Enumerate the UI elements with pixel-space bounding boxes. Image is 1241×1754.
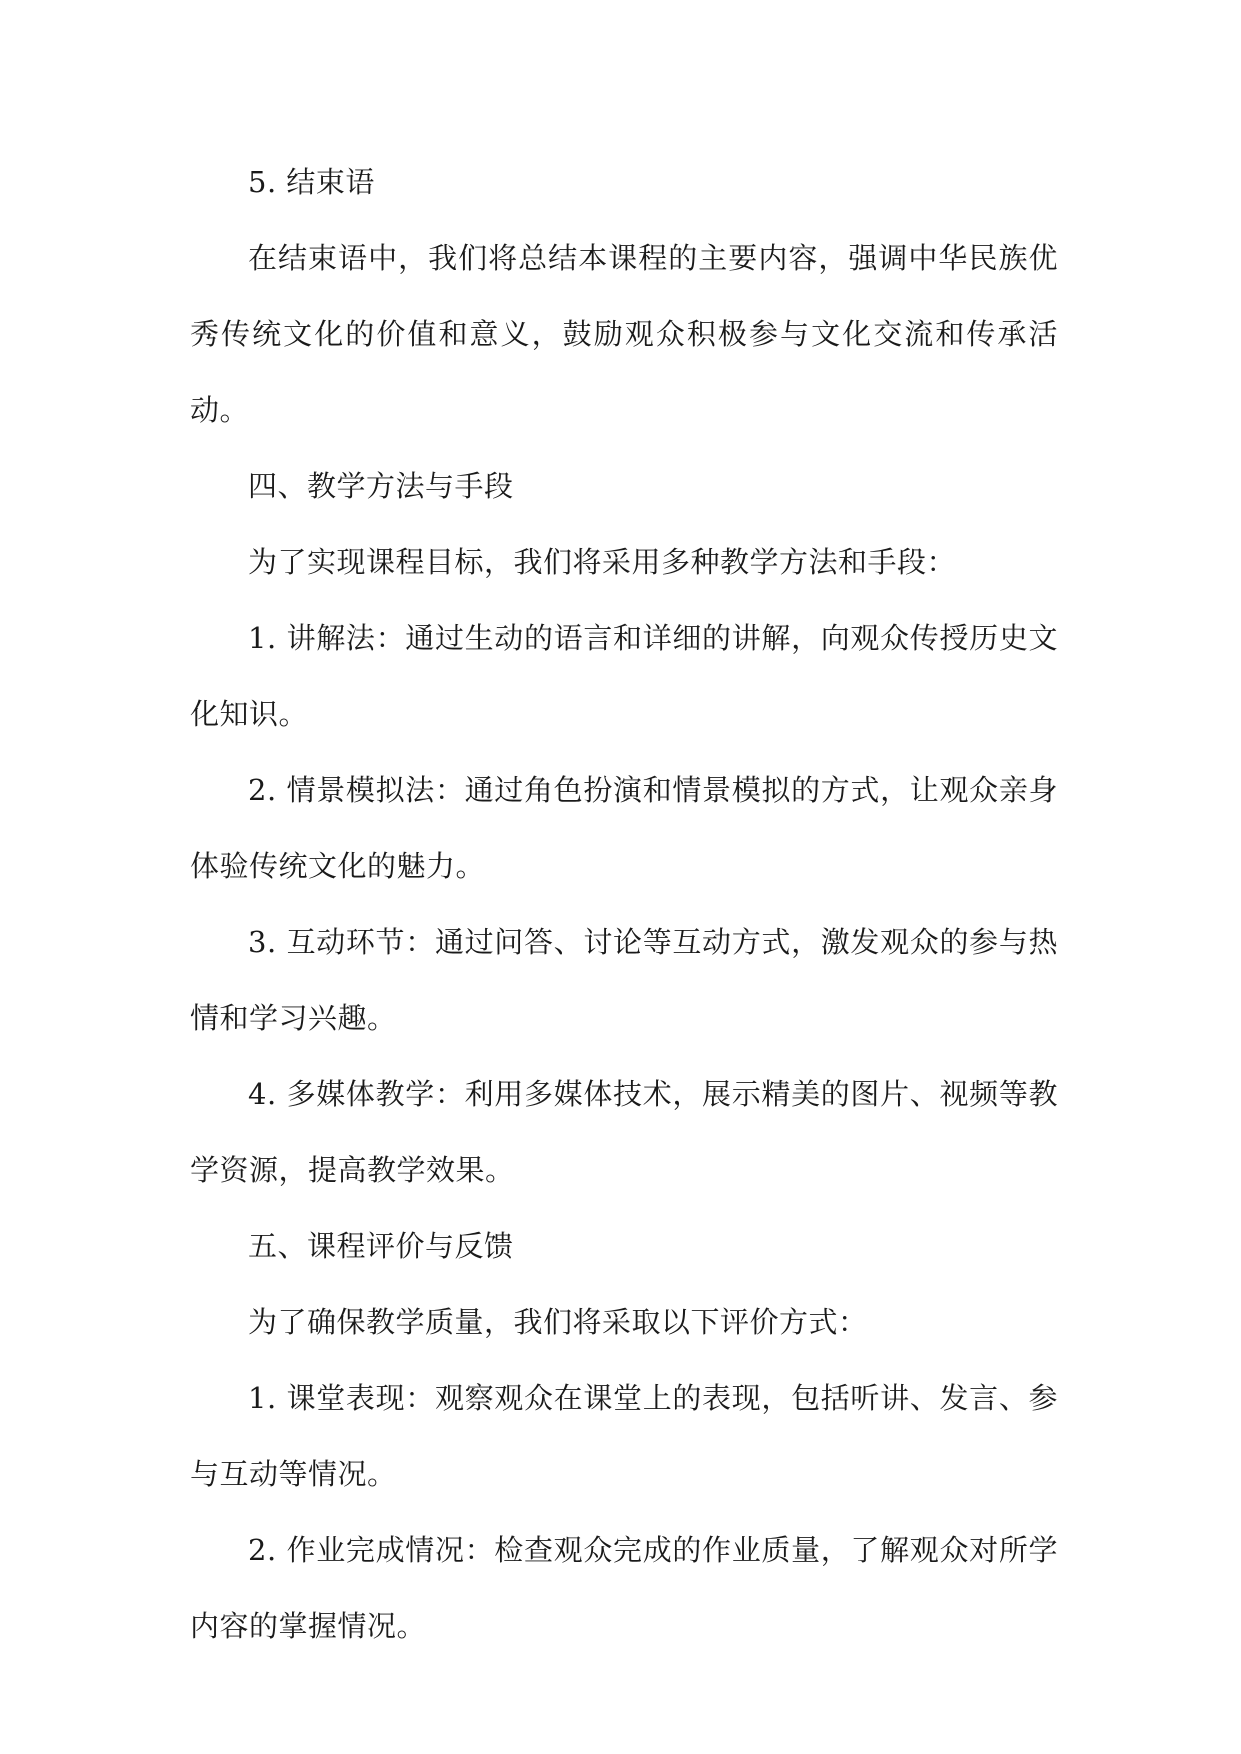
list-item-scenario-simulation: 2. 情景模拟法：通过角色扮演和情景模拟的方式，让观众亲身体验传统文化的魅力。 bbox=[190, 773, 1058, 883]
document-body bbox=[190, 144, 1058, 1664]
paragraph-methods-intro: 为了实现课程目标，我们将采用多种教学方法和手段： bbox=[248, 545, 957, 579]
paragraph-conclusion-text: 在结束语中，我们将总结本课程的主要内容，强调中华民族优秀传统文化的价值和意义，鼓励观众积极参与文化交流和传承活动。 bbox=[190, 241, 1058, 427]
list-item-class-performance: 1. 课堂表现：观察观众在课堂上的表现，包括听讲、发言、参与互动等情况。 bbox=[190, 1381, 1058, 1491]
list-item-homework: 2. 作业完成情况：检查观众完成的作业质量，了解观众对所学内容的掌握情况。 bbox=[190, 1533, 1058, 1643]
section-heading-evaluation: 五、课程评价与反馈 bbox=[248, 1229, 514, 1263]
section-heading-teaching-methods: 四、教学方法与手段 bbox=[248, 469, 514, 503]
paragraph-evaluation-intro: 为了确保教学质量，我们将采取以下评价方式： bbox=[248, 1305, 868, 1339]
list-item-multimedia: 4. 多媒体教学：利用多媒体技术，展示精美的图片、视频等教学资源，提高教学效果。 bbox=[190, 1077, 1058, 1187]
list-item-lecture-method: 1. 讲解法：通过生动的语言和详细的讲解，向观众传授历史文化知识。 bbox=[190, 621, 1058, 731]
section-heading-conclusion: 5. 结束语 bbox=[248, 165, 375, 199]
list-item-interaction: 3. 互动环节：通过问答、讨论等互动方式，激发观众的参与热情和学习兴趣。 bbox=[190, 925, 1058, 1035]
